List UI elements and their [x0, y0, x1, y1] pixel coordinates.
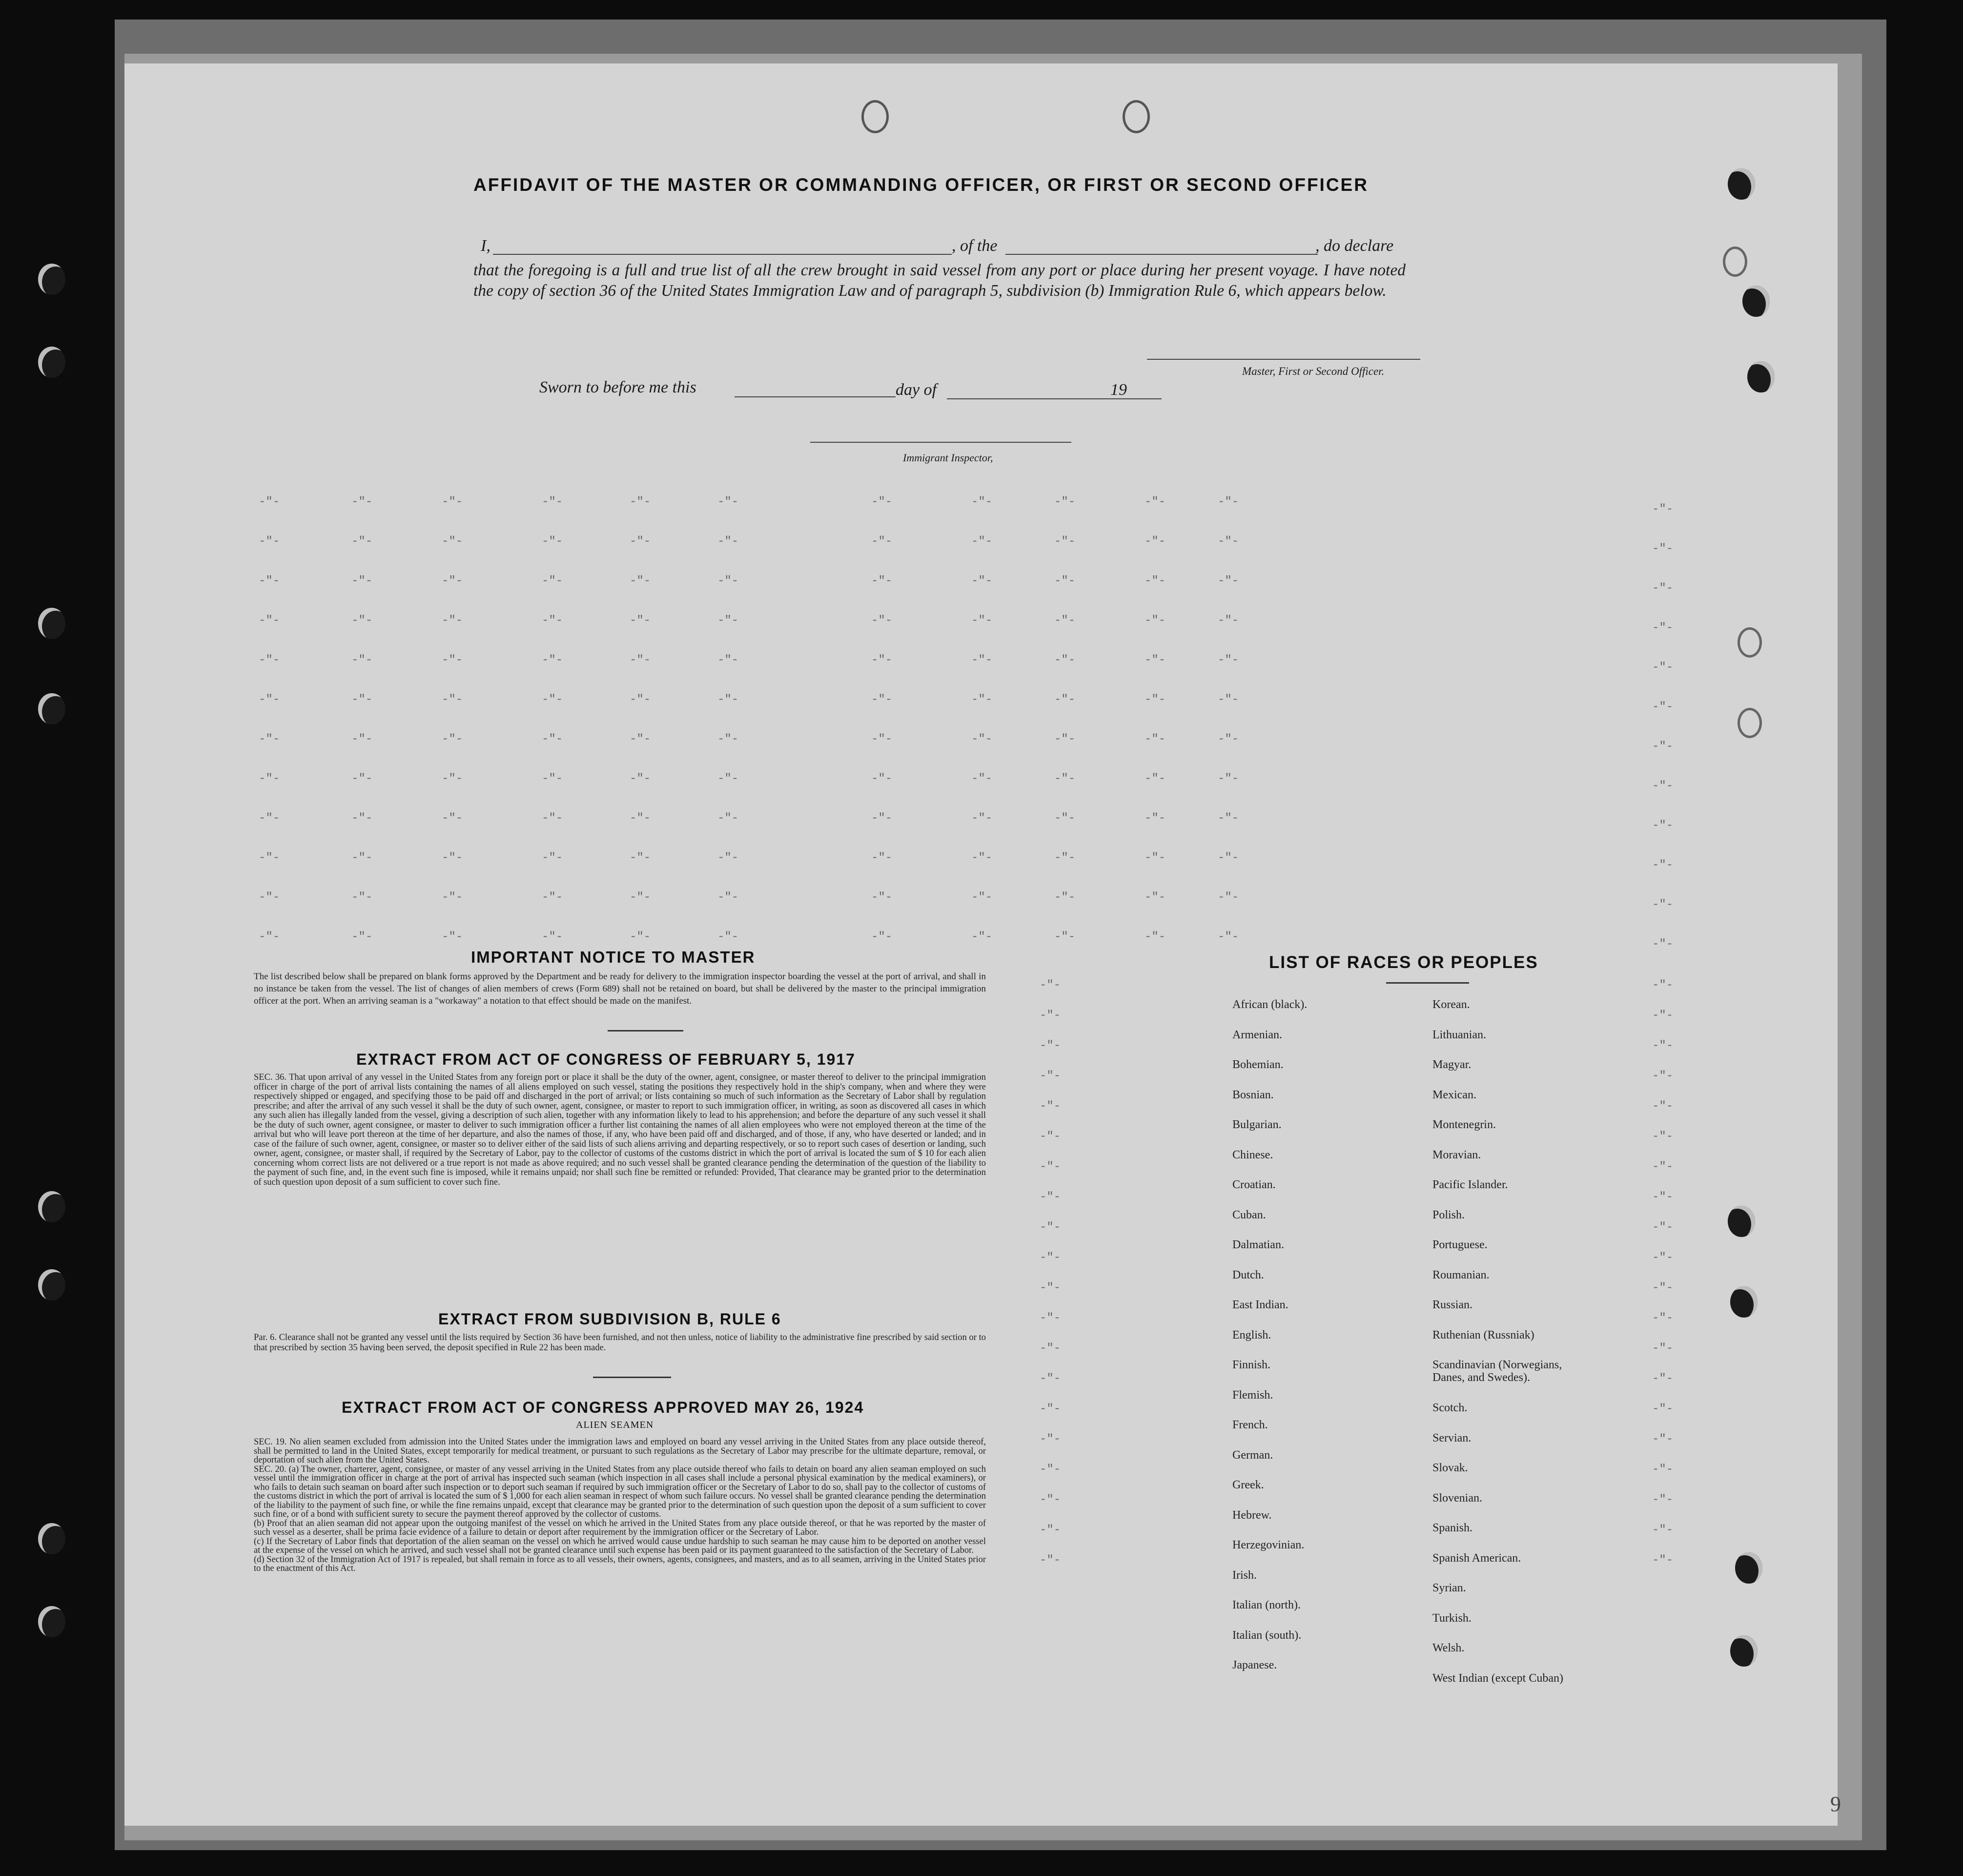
ditto-mark: -"-	[1652, 1342, 1674, 1355]
ditto-mark: -"-	[1054, 930, 1076, 944]
ditto-mark: -"-	[971, 495, 993, 509]
ditto-mark: -"-	[1145, 891, 1166, 904]
binder-hole-icon	[38, 264, 65, 295]
inspector-caption: Immigrant Inspector,	[903, 452, 993, 464]
ditto-mark: -"-	[1145, 495, 1166, 509]
ditto-mark: -"-	[542, 495, 563, 509]
ditto-mark: -"-	[1040, 1160, 1061, 1174]
ditto-mark: -"-	[442, 535, 463, 548]
ditto-mark: -"-	[1145, 930, 1166, 944]
ditto-mark: -"-	[971, 654, 993, 667]
ditto-mark: -"-	[630, 891, 651, 904]
race-item: Japanese.	[1232, 1659, 1277, 1671]
ditto-mark: -"-	[717, 851, 739, 865]
ditto-mark: -"-	[542, 891, 563, 904]
punch-hole-icon	[861, 100, 889, 133]
extract-1924-subtitle: ALIEN SEAMEN	[576, 1420, 654, 1430]
binder-hole-icon	[1728, 1206, 1755, 1237]
punch-hole-icon	[1123, 100, 1150, 133]
sworn-label: Sworn to before me this	[539, 378, 696, 396]
ditto-mark: -"-	[1652, 780, 1674, 793]
ditto-mark: -"-	[351, 930, 373, 944]
master-signature-field[interactable]	[1147, 359, 1420, 360]
affidavit-title: AFFIDAVIT OF THE MASTER OR COMMANDING OFFICER, OR FIRST OR SECOND OFFICER	[473, 175, 1369, 195]
ditto-mark: -"-	[259, 654, 280, 667]
ditto-mark: -"-	[351, 575, 373, 588]
ditto-mark: -"-	[871, 535, 893, 548]
sworn-month-field[interactable]	[947, 398, 1162, 399]
ditto-mark: -"-	[1652, 503, 1674, 516]
ditto-mark: -"-	[1652, 938, 1674, 951]
ditto-mark: -"-	[442, 733, 463, 746]
extract-1924-paragraph: (c) If the Secretary of Labor finds that deportation of the alien seaman on the vessel on which he arrived would cause undue hardship to such seaman he may cause him to be deported on another vessel at the expense of the vessel on which he arrived, and such vessel shall not be granted clearance until such expense has been paid or its payment guaranteed to the satisfaction of the Secretary of Labor.	[254, 1536, 986, 1555]
binder-hole-icon	[38, 1606, 65, 1637]
ditto-mark: -"-	[630, 495, 651, 509]
ditto-mark: -"-	[542, 733, 563, 746]
ditto-mark: -"-	[1652, 661, 1674, 674]
ditto-mark: -"-	[1145, 575, 1166, 588]
ditto-mark: -"-	[1652, 1281, 1674, 1295]
ditto-mark: -"-	[1054, 851, 1076, 865]
race-item: Slovak.	[1432, 1462, 1468, 1474]
affidavit-body: that the foregoing is a full and true list of all the crew brought in said vessel from any port or place during her present voyage. I have noted the copy of section 36 of the United States Immigration Law and of paragraph 5, subdivision (b) Immigration Rule 6, which appears below.	[473, 261, 1406, 300]
binder-hole-icon	[1747, 361, 1775, 392]
race-item: West Indian (except Cuban)	[1432, 1671, 1563, 1685]
ditto-mark: -"-	[1652, 1402, 1674, 1416]
ditto-mark: -"-	[1040, 1191, 1061, 1204]
ditto-mark: -"-	[442, 693, 463, 706]
ditto-mark: -"-	[1040, 1070, 1061, 1083]
ditto-mark: -"-	[630, 614, 651, 627]
ditto-mark: -"-	[542, 575, 563, 588]
extract-1917-body: SEC. 36. That upon arrival of any vessel in the United States from any foreign port or place it shall be the duty of the owner, agent, consignee, or master thereof to deliver to the principal immigration officer in charge of the port of arrival lists containing the names of all aliens employed on such vessel, stating the positions they respectively hold in the ship's company, when and where they were respectively shipped or engaged, and specifying those to be paid off and discharged in the port of arrival; or lists containing so much of such information as the Secretary of Labor shall by regulation prescribe; and after the arrival of any such vessel it shall be the duty of such owner, agent, consignee, or master to report to such immigration officer, in writing, as soon as discovered all cases in which any such alien has illegally landed from the vessel, giving a description of such alien, together with any information likely to lead to his apprehension; and before the departure of any such vessel it shall be the duty of such owner, agent consignee, or master to deliver to such immigration officer a further list containing the names of all alien employees who were not employed thereon at the time of the arrival but who will leave port thereon at the time of her departure, and also the names of those, if any, who have been paid off and discharged, and of those, if any, who have deserted or landed; and in case of the failure of such owner, agent, consignee, or master so to deliver either of the said lists of such aliens arriving and departing respectively, or so to report such cases of desertion or landing, such owner, agent, consignee, or master shall, if required by the Secretary of Labor, pay to the collector of customs of the customs district in which the port of arrival is located the sum of $ 10 for each alien concerning whom correct lists are not delivered or a true report is not made as above required; and no such vessel shall be granted clearance pending the determination of the question of the liability to the payment of such fine, and, in the event such fine is imposed, while it remains unpaid; nor shall such fine be remitted or refunded: Provided, That clearance may be granted prior to the determination of such question upon deposit of a sum sufficient to cover such fine.	[254, 1072, 986, 1187]
binder-hole-icon	[38, 1523, 65, 1554]
ditto-mark: -"-	[871, 575, 893, 588]
ditto-mark: -"-	[351, 733, 373, 746]
ditto-mark: -"-	[1054, 812, 1076, 825]
ditto-mark: -"-	[871, 772, 893, 785]
extract-1924-paragraph: SEC. 20. (a) The owner, charterer, agent, consignee, or master of any vessel arriving in the United States from any place outside thereof who fails to detain on board any alien seaman employed on such vessel until the immigration officer in charge at the port of arrival has inspected such seaman (which inspection in all cases shall include a personal physical examination by the medical examiners), or who fails to detain such seaman on board after such inspection or to deport such seaman if required by such immigration officer or the Secretary of Labor to do so, shall pay to the collector of customs of the customs district in which the port of arrival is located the sum of $ 1,000 for each alien seaman in respect of whom such failure occurs. No vessel shall be granted clearance pending the determination of the liability to the payment of such fine, or while the fine remains unpaid, except that clearance may be granted prior to the determination of such question upon the deposit of a sum sufficient to cover such fine, or of a bond with sufficient surety to secure the payment thereof approved by the collector of customs.	[254, 1464, 986, 1519]
extract-1924-paragraph: (d) Section 32 of the Immigration Act of 1917 is repealed, but shall remain in force as to all vessels, their owners, agents, consignees, and masters, and as to all seamen, arriving in the United States prior to the enactment of this Act.	[254, 1554, 986, 1573]
ditto-mark: -"-	[1040, 1342, 1061, 1355]
ditto-mark: -"-	[259, 812, 280, 825]
ditto-mark: -"-	[1218, 693, 1239, 706]
race-item: Korean.	[1432, 998, 1470, 1011]
ditto-mark: -"-	[1218, 891, 1239, 904]
ditto-mark: -"-	[1218, 575, 1239, 588]
ditto-mark: -"-	[1054, 575, 1076, 588]
ditto-mark: -"-	[1040, 1554, 1061, 1567]
ditto-mark: -"-	[1652, 1130, 1674, 1143]
divider	[1386, 982, 1469, 984]
race-item: Irish.	[1232, 1568, 1257, 1582]
master-caption: Master, First or Second Officer.	[1242, 365, 1385, 377]
ditto-mark: -"-	[1218, 733, 1239, 746]
ditto-mark: -"-	[1040, 1100, 1061, 1113]
race-item: Slovenian.	[1432, 1491, 1482, 1505]
ditto-mark: -"-	[1652, 1554, 1674, 1567]
ditto-mark: -"-	[259, 733, 280, 746]
ditto-mark: -"-	[871, 654, 893, 667]
race-item: Magyar.	[1432, 1058, 1472, 1071]
ditto-mark: -"-	[717, 891, 739, 904]
ditto-mark: -"-	[630, 812, 651, 825]
binder-hole-icon	[1735, 1552, 1762, 1584]
ditto-mark: -"-	[1054, 693, 1076, 706]
ditto-mark: -"-	[1040, 1402, 1061, 1416]
ditto-mark: -"-	[351, 654, 373, 667]
ditto-mark: -"-	[630, 772, 651, 785]
race-item: Welsh.	[1432, 1642, 1465, 1654]
race-item: Croatian.	[1232, 1178, 1276, 1191]
ditto-mark: -"-	[259, 495, 280, 509]
ditto-mark: -"-	[971, 575, 993, 588]
ditto-mark: -"-	[259, 614, 280, 627]
race-item: Italian (south).	[1232, 1629, 1302, 1642]
ditto-mark: -"-	[542, 693, 563, 706]
ditto-mark: -"-	[259, 693, 280, 706]
ditto-mark: -"-	[1054, 495, 1076, 509]
ditto-mark: -"-	[871, 891, 893, 904]
ditto-mark: -"-	[442, 891, 463, 904]
binder-hole-icon	[38, 347, 65, 378]
race-item: Portuguese.	[1432, 1238, 1488, 1251]
sworn-day-field[interactable]	[735, 396, 896, 397]
ditto-mark: -"-	[351, 851, 373, 865]
race-item: Syrian.	[1432, 1582, 1466, 1594]
ditto-mark: -"-	[630, 654, 651, 667]
race-item: Moravian.	[1432, 1148, 1481, 1161]
ditto-mark: -"-	[717, 575, 739, 588]
race-item: German.	[1232, 1448, 1273, 1462]
binder-hole-icon	[1730, 1635, 1758, 1667]
ditto-mark: -"-	[542, 772, 563, 785]
ditto-mark: -"-	[351, 891, 373, 904]
ditto-mark: -"-	[1145, 693, 1166, 706]
ditto-mark: -"-	[351, 495, 373, 509]
ditto-mark: -"-	[1218, 930, 1239, 944]
ditto-mark: -"-	[351, 614, 373, 627]
ditto-mark: -"-	[717, 693, 739, 706]
ditto-mark: -"-	[971, 891, 993, 904]
year-label: 19	[1110, 381, 1127, 399]
binder-hole-icon	[38, 693, 65, 724]
race-item: Spanish American.	[1432, 1551, 1521, 1565]
binder-hole-icon	[1730, 1286, 1758, 1318]
ditto-mark: -"-	[1040, 1372, 1061, 1385]
ditto-mark: -"-	[1652, 898, 1674, 911]
race-item: Finnish.	[1232, 1359, 1271, 1371]
ring-hole-icon	[1738, 627, 1762, 658]
ditto-mark: -"-	[442, 614, 463, 627]
ditto-mark: -"-	[871, 693, 893, 706]
race-item: Scotch.	[1432, 1402, 1468, 1414]
ditto-mark: -"-	[1145, 614, 1166, 627]
ditto-mark: -"-	[717, 614, 739, 627]
ditto-mark: -"-	[630, 693, 651, 706]
race-item: Italian (north).	[1232, 1599, 1301, 1611]
ditto-mark: -"-	[442, 812, 463, 825]
ditto-mark: -"-	[1652, 819, 1674, 832]
race-item: Spanish.	[1432, 1522, 1473, 1534]
binder-hole-icon	[38, 608, 65, 639]
ditto-mark: -"-	[971, 812, 993, 825]
race-item: Bosnian.	[1232, 1088, 1274, 1101]
race-item: Hebrew.	[1232, 1508, 1272, 1522]
ditto-mark: -"-	[971, 693, 993, 706]
ditto-mark: -"-	[1054, 654, 1076, 667]
ditto-mark: -"-	[1652, 1070, 1674, 1083]
ditto-mark: -"-	[871, 733, 893, 746]
ditto-mark: -"-	[1054, 614, 1076, 627]
extract-1917-title: EXTRACT FROM ACT OF CONGRESS OF FEBRUARY 5, 1917	[356, 1051, 856, 1068]
ring-hole-icon	[1723, 247, 1747, 277]
ditto-mark: -"-	[1218, 535, 1239, 548]
race-item: East Indian.	[1232, 1299, 1288, 1311]
ditto-mark: -"-	[1054, 535, 1076, 548]
race-item: Herzegovinian.	[1232, 1539, 1305, 1551]
ditto-mark: -"-	[1652, 621, 1674, 635]
binder-hole-icon	[38, 1269, 65, 1300]
of-the-label: , of the	[952, 237, 998, 255]
ditto-mark: -"-	[630, 930, 651, 944]
binder-hole-icon	[1728, 168, 1755, 200]
ditto-mark: -"-	[1040, 1493, 1061, 1506]
ditto-mark: -"-	[351, 772, 373, 785]
race-item: Ruthenian (Russniak)	[1432, 1328, 1534, 1341]
divider	[608, 1030, 683, 1031]
ditto-mark: -"-	[259, 891, 280, 904]
ditto-mark: -"-	[442, 930, 463, 944]
ditto-mark: -"-	[1040, 1221, 1061, 1234]
ditto-mark: -"-	[1054, 772, 1076, 785]
declare-label: , do declare	[1315, 237, 1394, 255]
race-item: Montenegrin.	[1432, 1118, 1496, 1131]
ditto-mark: -"-	[971, 772, 993, 785]
ditto-mark: -"-	[717, 535, 739, 548]
ditto-mark: -"-	[442, 772, 463, 785]
race-item: Armenian.	[1232, 1028, 1282, 1041]
ditto-mark: -"-	[1145, 851, 1166, 865]
vessel-field[interactable]	[1005, 254, 1318, 255]
ditto-mark: -"-	[1652, 1160, 1674, 1174]
ditto-mark: -"-	[351, 812, 373, 825]
ditto-mark: -"-	[1145, 772, 1166, 785]
ditto-mark: -"-	[1652, 979, 1674, 992]
notice-title: IMPORTANT NOTICE TO MASTER	[471, 948, 756, 966]
extract-1924-paragraph: (b) Proof that an alien seaman did not appear upon the outgoing manifest of the vessel on which he arrived in the United States from any place outside thereof, or that he was reported by the master of such vessel as a deserter, shall be prima facie evidence of a failure to detain or deport after requirement by the immigration officer or the Secretary of Labor.	[254, 1518, 986, 1537]
race-item: Dalmatian.	[1232, 1238, 1284, 1251]
ditto-mark: -"-	[1652, 1221, 1674, 1234]
binder-hole-icon	[38, 1191, 65, 1222]
ditto-mark: -"-	[1652, 1039, 1674, 1052]
ditto-mark: -"-	[542, 930, 563, 944]
divider	[593, 1377, 671, 1378]
ditto-mark: -"-	[1145, 654, 1166, 667]
ditto-mark: -"-	[1218, 614, 1239, 627]
ditto-mark: -"-	[630, 851, 651, 865]
binder-hole-icon	[1742, 286, 1770, 317]
ditto-mark: -"-	[1652, 1312, 1674, 1325]
ditto-mark: -"-	[1652, 1009, 1674, 1022]
ditto-mark: -"-	[630, 535, 651, 548]
extract-rule6-title: EXTRACT FROM SUBDIVISION B, RULE 6	[438, 1310, 781, 1328]
extract-rule6-body: Par. 6. Clearance shall not be granted any vessel until the lists required by Section 36 have been furnished, and not then unless, notice of liability to the administrative fine prescribed by said section or to that prescribed by section 35 having been served, the deposit specified in Rule 22 has been made.	[254, 1333, 986, 1353]
race-item: Bohemian.	[1232, 1058, 1284, 1071]
ditto-mark: -"-	[971, 535, 993, 548]
race-item: Chinese.	[1232, 1148, 1273, 1161]
ditto-mark: -"-	[351, 693, 373, 706]
ditto-mark: -"-	[1218, 654, 1239, 667]
ditto-mark: -"-	[259, 535, 280, 548]
ditto-mark: -"-	[1218, 812, 1239, 825]
ditto-mark: -"-	[971, 733, 993, 746]
ditto-mark: -"-	[542, 851, 563, 865]
extract-1924-paragraph: SEC. 19. No alien seamen excluded from admission into the United States under the immigration laws and employed on board any vessel arriving in the United States from any place outside thereof, shall be permitted to land in the United States, except temporarily for medical treatment, or pursuant to such regulations as the Secretary of Labor may prescribe for the ultimate departure, removal, or deportation of such alien from the United States.	[254, 1437, 986, 1465]
ditto-mark: -"-	[542, 614, 563, 627]
ditto-mark: -"-	[442, 495, 463, 509]
race-item: Roumanian.	[1432, 1268, 1490, 1281]
ditto-mark: -"-	[971, 851, 993, 865]
race-item: French.	[1232, 1419, 1268, 1431]
corner-note: 9	[1830, 1792, 1841, 1816]
ditto-mark: -"-	[871, 812, 893, 825]
ditto-mark: -"-	[1040, 1281, 1061, 1295]
ditto-mark: -"-	[1218, 495, 1239, 509]
ditto-mark: -"-	[1040, 1312, 1061, 1325]
ditto-mark: -"-	[1040, 1463, 1061, 1476]
ditto-mark: -"-	[542, 535, 563, 548]
affidavit-i-label: I,	[481, 237, 491, 255]
ditto-mark: -"-	[1218, 851, 1239, 865]
ditto-mark: -"-	[1040, 1039, 1061, 1052]
ditto-mark: -"-	[717, 733, 739, 746]
ditto-mark: -"-	[1652, 1433, 1674, 1446]
ditto-mark: -"-	[1218, 772, 1239, 785]
ditto-mark: -"-	[1652, 1463, 1674, 1476]
ditto-mark: -"-	[717, 495, 739, 509]
ditto-mark: -"-	[351, 535, 373, 548]
ditto-mark: -"-	[1145, 733, 1166, 746]
ditto-mark: -"-	[1652, 1191, 1674, 1204]
ditto-mark: -"-	[971, 614, 993, 627]
ditto-mark: -"-	[1652, 1372, 1674, 1385]
race-item: Servian.	[1432, 1431, 1472, 1444]
race-item: Russian.	[1432, 1299, 1473, 1311]
ditto-mark: -"-	[1652, 859, 1674, 872]
ditto-mark: -"-	[1652, 542, 1674, 556]
race-item: Lithuanian.	[1432, 1028, 1486, 1041]
race-item: Mexican.	[1432, 1088, 1476, 1101]
extract-1924-body	[254, 1438, 986, 1573]
ditto-mark: -"-	[971, 930, 993, 944]
ditto-mark: -"-	[1040, 1251, 1061, 1264]
ditto-mark: -"-	[1054, 733, 1076, 746]
ditto-mark: -"-	[1145, 535, 1166, 548]
race-item: Turkish.	[1432, 1611, 1472, 1625]
extract-1924-title: EXTRACT FROM ACT OF CONGRESS APPROVED MAY 26, 1924	[342, 1399, 864, 1416]
ditto-mark: -"-	[630, 575, 651, 588]
ditto-mark: -"-	[717, 812, 739, 825]
ditto-mark: -"-	[1652, 582, 1674, 595]
ditto-mark: -"-	[442, 851, 463, 865]
ditto-mark: -"-	[1040, 1433, 1061, 1446]
ditto-mark: -"-	[871, 614, 893, 627]
ditto-mark: -"-	[1652, 1251, 1674, 1264]
name-field[interactable]	[493, 254, 952, 255]
ditto-mark: -"-	[717, 772, 739, 785]
ditto-mark: -"-	[1652, 1524, 1674, 1537]
ditto-mark: -"-	[1652, 1493, 1674, 1506]
race-item: Greek.	[1232, 1479, 1264, 1491]
ditto-mark: -"-	[717, 930, 739, 944]
ditto-mark: -"-	[542, 812, 563, 825]
ditto-mark: -"-	[1054, 891, 1076, 904]
ditto-mark: -"-	[259, 851, 280, 865]
ditto-mark: -"-	[1040, 1130, 1061, 1143]
ditto-mark: -"-	[1040, 1009, 1061, 1022]
ditto-mark: -"-	[1040, 979, 1061, 992]
ditto-mark: -"-	[630, 733, 651, 746]
ditto-mark: -"-	[1652, 701, 1674, 714]
races-title: LIST OF RACES OR PEOPLES	[1269, 953, 1538, 972]
ditto-mark: -"-	[871, 495, 893, 509]
race-item: Scandinavian (Norwegians, Danes, and Swedes).	[1432, 1359, 1562, 1384]
race-item: Pacific Islander.	[1432, 1178, 1508, 1191]
day-of-label: day of	[896, 381, 937, 399]
ditto-mark: -"-	[1145, 812, 1166, 825]
race-item: English.	[1232, 1328, 1271, 1341]
ditto-mark: -"-	[1040, 1524, 1061, 1537]
race-item: Cuban.	[1232, 1208, 1266, 1221]
ditto-mark: -"-	[442, 575, 463, 588]
race-item: Dutch.	[1232, 1268, 1264, 1281]
race-item: Flemish.	[1232, 1388, 1273, 1402]
ditto-mark: -"-	[259, 575, 280, 588]
ditto-mark: -"-	[259, 930, 280, 944]
race-item: Bulgarian.	[1232, 1118, 1282, 1131]
ditto-mark: -"-	[542, 654, 563, 667]
ditto-mark: -"-	[1652, 1100, 1674, 1113]
ring-hole-icon	[1738, 708, 1762, 738]
notice-body: The list described below shall be prepared on blank forms approved by the Department and be ready for delivery to the immigration inspector boarding the vessel at the port of arrival, and shall in no instance be taken from the vessel. The list of changes of alien members of crews (Form 689) shall not be retained on board, but shall be delivered by the master to the principal immigration officer at the port. When an arriving seaman is a "workaway" a notation to that effect should be made on the manifest.	[254, 971, 986, 1006]
ditto-mark: -"-	[1652, 740, 1674, 753]
inspector-signature-field[interactable]	[810, 442, 1071, 443]
ditto-mark: -"-	[442, 654, 463, 667]
ditto-mark: -"-	[259, 772, 280, 785]
ditto-mark: -"-	[871, 851, 893, 865]
ditto-mark: -"-	[717, 654, 739, 667]
race-item: African (black).	[1232, 998, 1308, 1011]
race-item: Polish.	[1432, 1208, 1465, 1221]
ditto-mark: -"-	[871, 930, 893, 944]
